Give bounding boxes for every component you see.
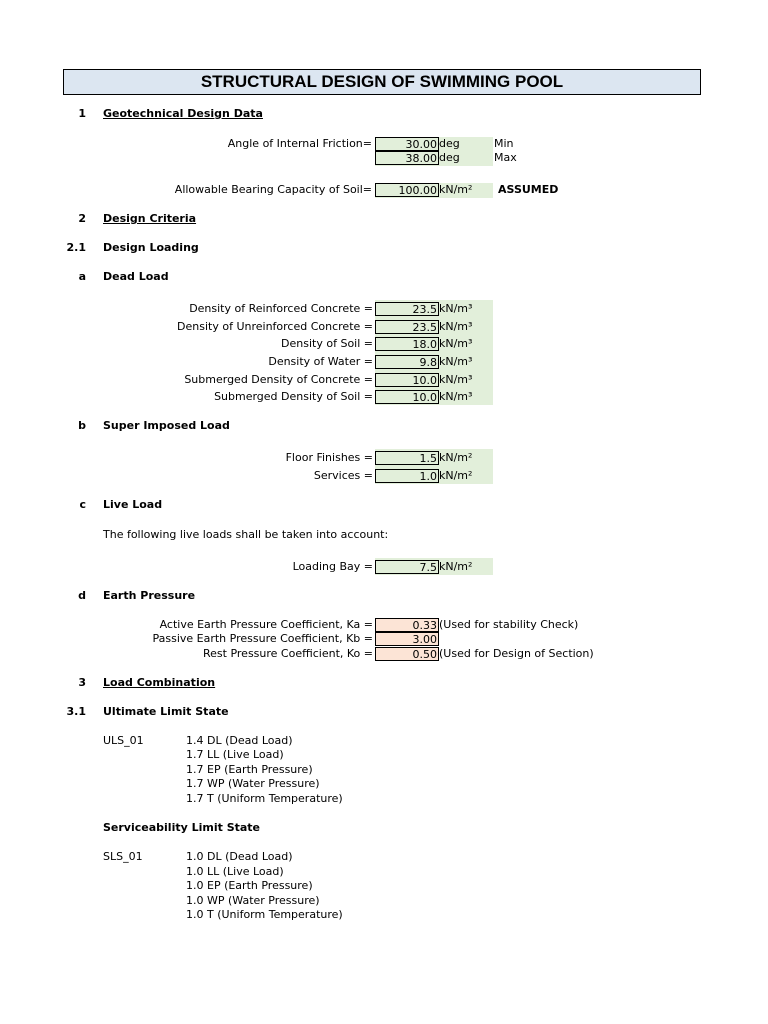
live-load-intro: The following live loads shall be taken into account:: [103, 528, 389, 541]
dead-load-value[interactable]: 18.0: [375, 337, 439, 351]
earth-pressure-value[interactable]: 0.33: [375, 618, 439, 632]
dead-load-value[interactable]: 23.5: [375, 302, 439, 316]
uls-factor-line: 1.7 LL (Live Load): [186, 748, 284, 761]
earth-pressure-value[interactable]: 0.50: [375, 647, 439, 661]
earth-pressure-label: Passive Earth Pressure Coefficient, Kb =: [152, 632, 373, 645]
subsection-letter: c: [79, 498, 86, 511]
earth-pressure-note: (Used for stability Check): [439, 618, 579, 631]
dead-load-label: Density of Unreinforced Concrete =: [177, 320, 373, 333]
friction-min-cell[interactable]: 30.00: [375, 137, 439, 151]
dead-load-unit: kN/m³: [439, 355, 473, 368]
page-title: STRUCTURAL DESIGN OF SWIMMING POOL: [63, 69, 701, 95]
friction-max-cell[interactable]: 38.00: [375, 151, 439, 165]
dead-load-unit: kN/m³: [439, 337, 473, 350]
assumed-note: ASSUMED: [498, 183, 559, 196]
live-load-value[interactable]: 7.5: [375, 560, 439, 574]
subsection-heading-dead-load: Dead Load: [103, 270, 169, 283]
subsection-heading-live-load: Live Load: [103, 498, 163, 511]
uls-combo-id: ULS_01: [103, 734, 144, 747]
uls-factor-line: 1.4 DL (Dead Load): [186, 734, 293, 747]
section-number: 3.1: [66, 705, 86, 718]
dead-load-label: Submerged Density of Soil =: [214, 390, 373, 403]
earth-pressure-label: Rest Pressure Coefficient, Ko =: [203, 647, 373, 660]
earth-pressure-label: Active Earth Pressure Coefficient, Ka =: [159, 618, 373, 631]
section-number: 2: [78, 212, 86, 225]
section-heading-uls: Ultimate Limit State: [103, 705, 229, 718]
section-heading-design-loading: Design Loading: [103, 241, 199, 254]
dead-load-label: Density of Soil =: [281, 337, 373, 350]
subsection-heading-super-imposed: Super Imposed Load: [103, 419, 230, 432]
bearing-value-cell[interactable]: 100.00: [375, 183, 439, 197]
sls-combo-id: SLS_01: [103, 850, 143, 863]
dead-load-label: Density of Water =: [268, 355, 373, 368]
dead-load-label: Density of Reinforced Concrete =: [189, 302, 373, 315]
earth-pressure-value[interactable]: 3.00: [375, 632, 439, 646]
section-heading-sls: Serviceability Limit State: [103, 821, 261, 834]
section-number: 2.1: [66, 241, 86, 254]
dead-load-value[interactable]: 10.0: [375, 390, 439, 404]
earth-pressure-note: (Used for Design of Section): [439, 647, 594, 660]
subsection-heading-earth-pressure: Earth Pressure: [103, 589, 196, 602]
section-number: 1: [78, 107, 86, 120]
section-number: 3: [78, 676, 86, 689]
min-label: Min: [494, 137, 514, 150]
dead-load-value[interactable]: 23.5: [375, 320, 439, 334]
dead-load-value[interactable]: 9.8: [375, 355, 439, 369]
dead-load-value[interactable]: 10.0: [375, 373, 439, 387]
sidl-label: Services =: [313, 469, 373, 482]
subsection-letter: d: [78, 589, 86, 602]
dead-load-unit: kN/m³: [439, 373, 473, 386]
sidl-label: Floor Finishes =: [285, 451, 373, 464]
sls-factor-line: 1.0 EP (Earth Pressure): [186, 879, 313, 892]
bearing-label: Allowable Bearing Capacity of Soil=: [174, 183, 372, 196]
unit-deg: deg: [439, 151, 460, 164]
live-load-label: Loading Bay =: [292, 560, 373, 573]
sidl-unit: kN/m²: [439, 451, 473, 464]
sls-factor-line: 1.0 LL (Live Load): [186, 865, 284, 878]
sls-factor-line: 1.0 WP (Water Pressure): [186, 894, 320, 907]
uls-factor-line: 1.7 EP (Earth Pressure): [186, 763, 313, 776]
unit-kn-m2: kN/m²: [439, 183, 473, 196]
subsection-letter: a: [78, 270, 86, 283]
uls-factor-line: 1.7 T (Uniform Temperature): [186, 792, 343, 805]
sidl-value[interactable]: 1.0: [375, 469, 439, 483]
sls-factor-line: 1.0 T (Uniform Temperature): [186, 908, 343, 921]
sidl-value[interactable]: 1.5: [375, 451, 439, 465]
sls-factor-line: 1.0 DL (Dead Load): [186, 850, 293, 863]
dead-load-label: Submerged Density of Concrete =: [184, 373, 373, 386]
section-heading-design-criteria: Design Criteria: [103, 212, 197, 225]
unit-deg: deg: [439, 137, 460, 150]
dead-load-unit: kN/m³: [439, 390, 473, 403]
uls-factor-line: 1.7 WP (Water Pressure): [186, 777, 320, 790]
friction-label: Angle of Internal Friction=: [227, 137, 372, 150]
section-heading-geotechnical: Geotechnical Design Data: [103, 107, 263, 120]
max-label: Max: [494, 151, 517, 164]
section-heading-load-combination: Load Combination: [103, 676, 216, 689]
live-load-unit: kN/m²: [439, 560, 473, 573]
dead-load-unit: kN/m³: [439, 320, 473, 333]
sidl-unit: kN/m²: [439, 469, 473, 482]
subsection-letter: b: [78, 419, 86, 432]
dead-load-unit: kN/m³: [439, 302, 473, 315]
